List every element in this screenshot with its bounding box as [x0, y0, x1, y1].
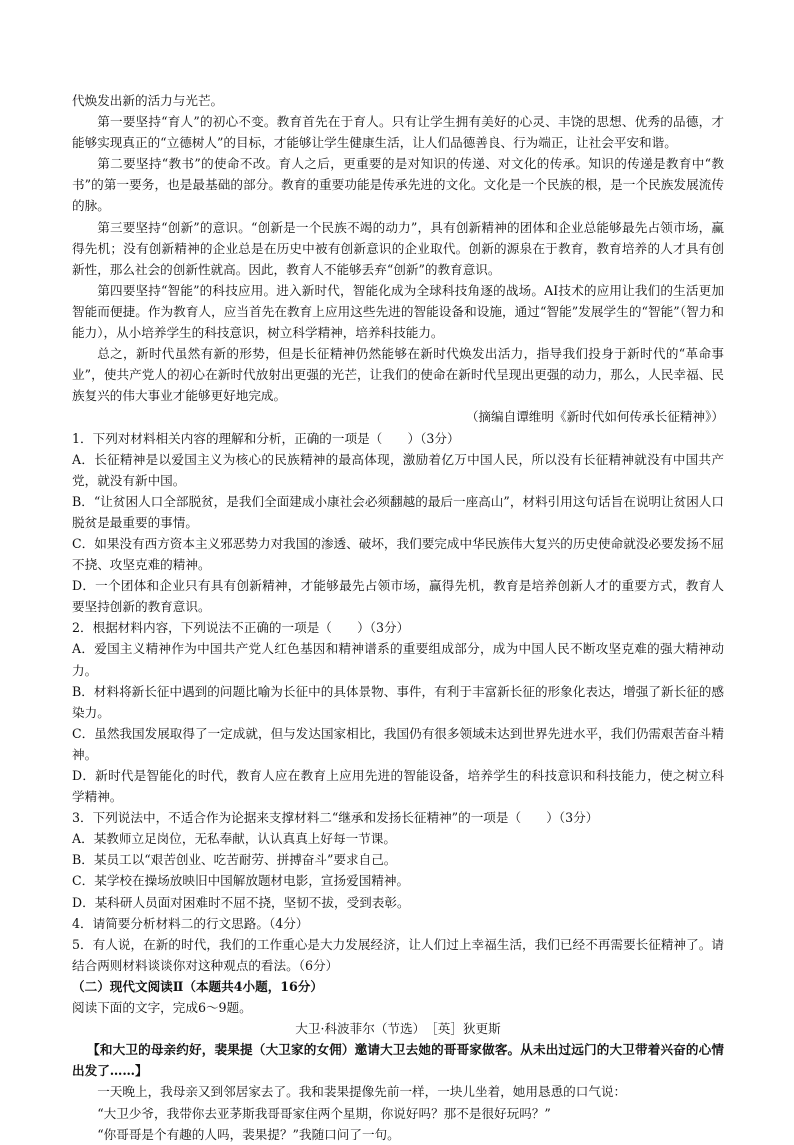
question-option: A．爱国主义精神作为中国共产党人红色基因和精神谱系的重要组成部分，成为中国人民不断攻坚克难的强大精神动力。 — [72, 641, 724, 678]
question-5 — [72, 934, 724, 976]
question-option: B．某员工以“艰苦创业、吃苦耐劳、拼搏奋斗”要求自己。 — [72, 852, 397, 868]
question-3 — [72, 807, 724, 912]
material-paragraph: 第三要坚持“创新”的意识。“创新是一个民族不竭的动力”，具有创新精神的团体和企业总能够最先占领市场，赢得先机；没有创新精神的企业总是在历史中被有创新意识的企业取代。创新的源泉在于教育，教育培养的人才具有创新性，那么社会的创新性就高。因此，教育人不能够丢弃“创新”的教育意识。 — [72, 219, 724, 277]
question-option: C．虽然我国发展取得了一定成就，但与发达国家相比，我国仍有很多领域未达到世界先进水平，我们仍需艰苦奋斗精神。 — [72, 725, 724, 762]
passage-title: 大卫·科波菲尔（节选） ［英］狄更斯 — [295, 1021, 501, 1037]
material-paragraph-continued: 代焕发出新的活力与光芒。 — [72, 93, 224, 108]
reading-instruction: 阅读下面的文字，完成6～9题。 — [72, 1000, 252, 1016]
question-stem: 3．下列说法中，不适合作为论据来支撑材料二“继承和发扬长征精神”的一项是（ ）（3分） — [72, 810, 599, 826]
material-source: （摘编自谭维明《新时代如何传承长征精神》） — [465, 409, 724, 425]
question-4 — [72, 913, 724, 934]
question-option: C．某学校在操场放映旧中国解放题材电影，宣扬爱国精神。 — [72, 873, 410, 889]
passage-paragraph: “大卫少爷，我带你去亚茅斯我哥哥家住两个星期，你说好吗？那不是很好玩吗？” — [97, 1105, 551, 1121]
passage-paragraph: “你哥哥是个有趣的人吗，裴果提？”我随口问了一句。 — [97, 1126, 400, 1142]
material-paragraph: 第四要坚持“智能”的科技应用。进入新时代，智能化成为全球科技角逐的战场。AI技术的应用让我们的生活更加智能而便捷。作为教育人，应当首先在教育上应用这些先进的智能设备和设施，通过“智能”发展学生的“智能”（智力和能力），从小培养学生的科技意识，树立科学精神，培养科技能力。 — [72, 282, 724, 341]
question-option: D．一个团体和企业只有具有创新精神，才能够最先占领市场，赢得先机，教育是培养创新人才的重要方式，教育人要坚持创新的教育意识。 — [72, 578, 724, 615]
passage-intro: 【和大卫的母亲约好，裴果提（大卫家的女佣）邀请大卫去她的哥哥家做客。从未出过远门的大卫带着兴奋的心情出发了……】 — [72, 1042, 724, 1079]
question-option: D．新时代是智能化的时代，教育人应在教育上应用先进的智能设备，培养学生的科技意识和科技能力，使之树立科学精神。 — [72, 768, 724, 805]
question-option: B．“让贫困人口全部脱贫，是我们全面建成小康社会必须翻越的最后一座高山”，材料引用这句话旨在说明让贫困人口脱贫是最重要的事情。 — [72, 493, 724, 530]
question-option: D．某科研人员面对困难时不屈不挠，坚韧不拔，受到表彰。 — [72, 894, 410, 910]
question-list — [72, 428, 724, 976]
material-paragraph: 第二要坚持“教书”的使命不改。育人之后，更重要的是对知识的传递、对文化的传承。知识的传递是教育中“教书”的第一要务，也是最基础的部分。教育的重要功能是传承先进的文化。文化是一个民族的根，是一个民族发展流传的脉。 — [72, 156, 724, 214]
question-option: C．如果没有西方资本主义邪恶势力对我国的渗透、破坏，我们要完成中华民族伟大复兴的历史使命就没必要发扬不屈不挠、攻坚克难的精神。 — [72, 535, 724, 573]
question-stem: 4．请简要分析材料二的行文思路。（4分） — [72, 915, 309, 931]
section-heading: （二）现代文阅读Ⅱ（本题共4小题，16分） — [72, 978, 323, 994]
material-body — [72, 90, 724, 428]
question-1 — [72, 428, 724, 618]
question-option: B．材料将新长征中遇到的问题比喻为长征中的具体景物、事件，有利于丰富新长征的形象化表达，增强了新长征的感染力。 — [72, 683, 724, 720]
material-paragraph: 总之，新时代虽然有新的形势，但是长征精神仍然能够在新时代焕发出活力，指导我们投身于新时代的“革命事业”，使共产党人的初心在新时代放射出更强的光芒，让我们的使命在新时代呈现出更强的动力，那么，人民幸福、民族复兴的伟大事业才能够更好地完成。 — [72, 346, 724, 404]
question-2 — [72, 617, 724, 807]
question-stem: 2．根据材料内容，下列说法不正确的一项是（ ）（3分） — [72, 620, 410, 636]
passage-paragraph: 一天晚上，我母亲又到邻居家去了。我和裴果提像先前一样，一块儿坐着，她用恳恿的口气说： — [97, 1084, 627, 1100]
question-stem: 1．下列对材料相关内容的理解和分析，正确的一项是（ ）（3分） — [72, 430, 460, 446]
material-paragraph: 第一要坚持“育人”的初心不变。教育首先在于育人。只有让学生拥有美好的心灵、丰饶的思想、优秀的品德，才能够实现真正的“立德树人”的目标，才能够让学生健康生活，让人们品德善良、行为端正，让社会平安和谐。 — [72, 114, 724, 151]
document-page — [72, 90, 724, 1145]
question-option: A．某教师立足岗位，无私奉献，认认真真上好每一节课。 — [72, 831, 396, 847]
question-stem: 5．有人说，在新的时代，我们的工作重心是大力发展经济，让人们过上幸福生活，我们已经不再需要长征精神了。请结合两则材料谈谈你对这种观点的看法。（6分） — [72, 936, 724, 973]
question-option: A．长征精神是以爱国主义为核心的民族精神的最高体现，激励着亿万中国人民，所以没有长征精神就没有中国共产党，就没有新中国。 — [72, 451, 724, 488]
